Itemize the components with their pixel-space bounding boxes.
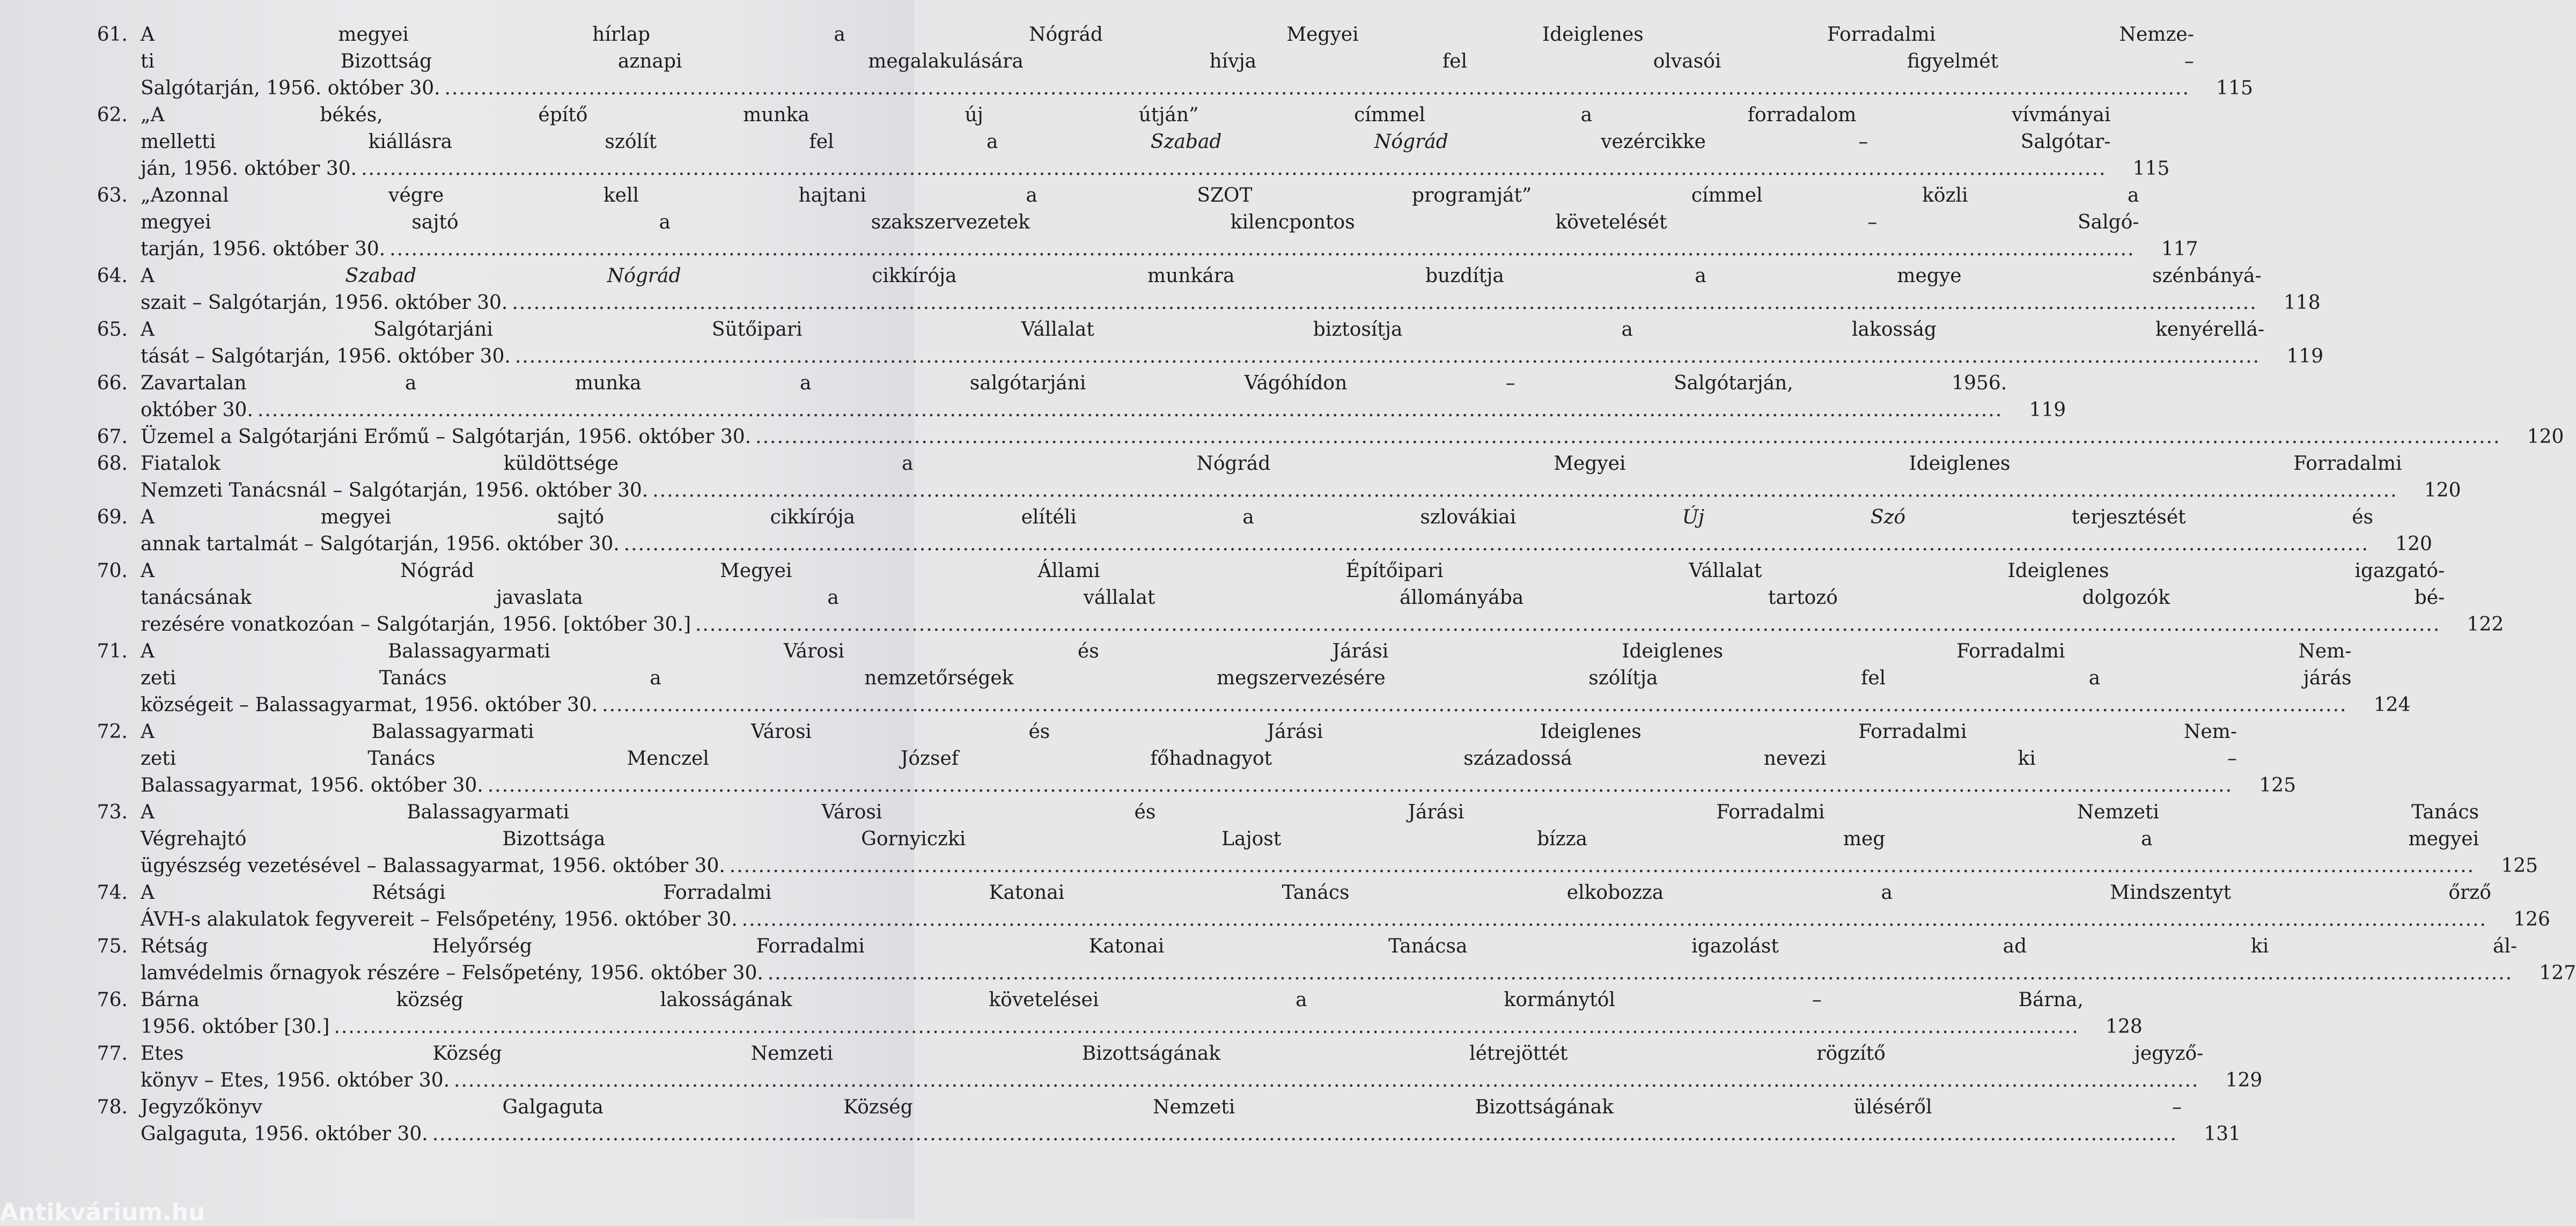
toc-entry <box>75 504 2432 558</box>
entry-number: 71. <box>97 640 128 662</box>
entry-number: 63. <box>97 184 128 206</box>
dot-leader <box>432 1121 2177 1148</box>
dot-leader <box>334 1014 2079 1040</box>
entry-last-line <box>141 1121 2182 1148</box>
entry-last-line <box>141 397 2007 424</box>
entry-title-line: Galgaguta, 1956. október 30. <box>141 1123 428 1145</box>
entry-last-line <box>141 343 2264 370</box>
entry-title <box>141 316 2323 370</box>
dot-leader <box>488 772 2233 799</box>
toc-entry <box>75 316 2324 370</box>
page-number: 129 <box>2225 1069 2263 1091</box>
entry-title-line: könyv – Etes, 1956. október 30. <box>141 1069 450 1091</box>
entry-title-line: Bárna község lakosságának követelései a kormánytól – Bárna, <box>141 989 2084 1011</box>
dot-leader <box>512 290 2257 316</box>
toc-entry <box>75 102 2170 182</box>
toc-entry <box>75 638 2411 719</box>
entry-number: 66. <box>97 372 128 394</box>
entry-last-line <box>141 853 2479 880</box>
entry-title-line: „A békés, építő munka új útján” címmel a forradalom vívmányai <box>141 104 2111 126</box>
dot-leader <box>742 906 2487 933</box>
entry-number: 78. <box>97 1096 128 1118</box>
page-number: 120 <box>2424 479 2461 501</box>
page-number: 125 <box>2259 774 2296 796</box>
entry-title-line: Zavartalan a munka a salgótarjáni Vágóhídon – Salgótarján, 1956. <box>141 372 2007 394</box>
dot-leader <box>515 343 2260 370</box>
entry-title-line: 1956. október [30.] <box>141 1016 330 1038</box>
toc-entry <box>75 987 2143 1040</box>
entry-title-line: zeti Tanács Menczel József főhadnagyot századossá nevezi ki – <box>141 748 2237 770</box>
entry-title-line: ügyészség vezetésével – Balassagyarmat, 1956. október 30. <box>141 855 725 877</box>
entry-title <box>141 21 2253 102</box>
entry-title <box>141 450 2461 504</box>
entry-title-line: A Rétsági Forradalmi Katonai Tanács elkobozza a Mindszentyt őrző <box>141 882 2491 904</box>
entry-title-line: A Salgótarjáni Sütőipari Vállalat biztosítja a lakosság kenyérellá- <box>141 319 2265 341</box>
entry-last-line <box>141 156 2110 182</box>
entry-title-line: zeti Tanács a nemzetőrségek megszervezésére szólítja fel a járás <box>141 667 2352 689</box>
entry-title <box>141 719 2296 799</box>
dot-leader <box>361 156 2106 182</box>
page-number: 131 <box>2204 1123 2241 1145</box>
dot-leader <box>695 611 2440 638</box>
entry-number: 69. <box>97 506 128 528</box>
entry-title-line: október 30. <box>141 399 253 421</box>
page-number: 119 <box>2286 345 2324 367</box>
entry-title-line: A Szabad Nógrád cikkírója munkára buzdítja a megye szénbányá- <box>141 265 2262 287</box>
toc-entry <box>75 719 2296 799</box>
entry-title-line: szait – Salgótarján, 1956. október 30. <box>141 292 508 314</box>
entry-number: 73. <box>97 801 128 823</box>
entry-last-line <box>141 611 2445 638</box>
entry-last-line <box>141 477 2402 504</box>
entry-title <box>141 504 2432 558</box>
entry-title <box>141 1094 2241 1148</box>
entry-last-line <box>141 236 2139 263</box>
entry-number: 64. <box>97 265 128 287</box>
page-number: 127 <box>2539 962 2576 984</box>
entry-title <box>141 638 2410 719</box>
entry-title-line: melletti kiállásra szólít fel a Szabad Nógrád vezércikke – Salgótar- <box>141 131 2111 153</box>
entry-number: 74. <box>97 882 128 904</box>
page-number: 115 <box>2216 77 2253 99</box>
dot-leader <box>652 477 2397 504</box>
page-number: 126 <box>2513 909 2550 930</box>
page-number: 124 <box>2373 694 2411 716</box>
page-number: 115 <box>2132 158 2170 180</box>
entry-title-line: A Balassagyarmati Városi és Járási Ideiglenes Forradalmi Nem- <box>141 721 2237 743</box>
dot-leader <box>445 75 2190 102</box>
entry-title-line: Jegyzőkönyv Galgaguta Község Nemzeti Bizottságának üléséről – <box>141 1096 2182 1118</box>
entry-number: 76. <box>97 989 128 1011</box>
entry-title-line: ti Bizottság aznapi megalakulására hívja fel olvasói figyelmét – <box>141 50 2194 72</box>
entry-title-line: A megyei hírlap a Nógrád Megyei Ideiglenes Forradalmi Nemze- <box>141 24 2194 46</box>
entry-title <box>141 880 2550 933</box>
entry-title-line: Fiatalok küldöttsége a Nógrád Megyei Ideiglenes Forradalmi <box>141 453 2402 475</box>
entry-title <box>141 102 2169 182</box>
entry-title-line: tarján, 1956. október 30. <box>141 238 386 260</box>
dot-leader <box>602 692 2347 719</box>
entry-title <box>141 799 2538 880</box>
toc-entry <box>75 424 2564 450</box>
page-number: 125 <box>2501 855 2538 877</box>
entry-title <box>141 263 2321 316</box>
page-number: 119 <box>2029 399 2066 421</box>
entry-last-line <box>141 424 2505 450</box>
entry-number: 77. <box>97 1043 128 1065</box>
entry-title <box>141 1040 2262 1094</box>
entry-title-line: Üzemel a Salgótarjáni Erőmű – Salgótarján, 1956. október 30. <box>141 426 752 448</box>
toc-entry <box>75 263 2321 316</box>
toc-entry <box>75 880 2550 933</box>
entry-title <box>141 933 2576 987</box>
toc-entry <box>75 450 2461 504</box>
entry-title-line: A Balassagyarmati Városi és Járási Forradalmi Nemzeti Tanács <box>141 801 2479 823</box>
dot-leader <box>730 853 2475 880</box>
entry-title <box>141 424 2564 450</box>
toc-entry <box>75 182 2198 263</box>
entry-title-line: A Balassagyarmati Városi és Járási Ideiglenes Forradalmi Nem- <box>141 640 2352 662</box>
toc-entry <box>75 1094 2241 1148</box>
entry-title-line: tanácsának javaslata a vállalat állományába tartozó dolgozók bé- <box>141 587 2445 609</box>
entry-title-line: rezésére vonatkozóan – Salgótarján, 1956. [október 30.] <box>141 614 691 636</box>
entry-title-line: „Azonnal végre kell hajtani a SZOT programját” címmel közli a <box>141 184 2139 206</box>
entry-title-line: lamvédelmis őrnagyok részére – Felsőpetény, 1956. október 30. <box>141 962 763 984</box>
dot-leader <box>389 236 2135 263</box>
entry-title <box>141 370 2066 424</box>
entry-title <box>141 987 2143 1040</box>
entry-title-line: A megyei sajtó cikkírója elítéli a szlovákiai Új Szó terjesztését és <box>141 506 2373 528</box>
page-number: 128 <box>2106 1016 2143 1038</box>
entry-number: 67. <box>97 426 128 448</box>
toc-entry <box>75 799 2538 880</box>
entry-title-line: Végrehajtó Bizottsága Gornyiczki Lajost bízza meg a megyei <box>141 828 2479 850</box>
entry-last-line <box>141 906 2491 933</box>
entry-last-line <box>141 772 2237 799</box>
entry-number: 72. <box>97 721 128 743</box>
page-number: 122 <box>2467 614 2504 636</box>
entry-title-line: Rétság Helyőrség Forradalmi Katonai Tanácsa igazolást ad ki ál- <box>141 935 2518 957</box>
entry-number: 65. <box>97 319 128 341</box>
entry-last-line <box>141 960 2517 987</box>
entry-last-line <box>141 1014 2084 1040</box>
entry-title-line: Salgótarján, 1956. október 30. <box>141 77 440 99</box>
entry-title-line: tását – Salgótarján, 1956. október 30. <box>141 345 511 367</box>
page-number: 120 <box>2527 426 2564 448</box>
toc-entry <box>75 1040 2263 1094</box>
entry-title-line: megyei sajtó a szakszervezetek kilencpontos követelését – Salgó- <box>141 211 2139 233</box>
entry-title <box>141 558 2504 638</box>
entry-last-line <box>141 531 2373 558</box>
dot-leader <box>257 397 2003 424</box>
entry-title-line: ÁVH-s alakulatok fegyvereit – Felsőpetény, 1956. október 30. <box>141 909 738 930</box>
entry-title-line: Balassagyarmat, 1956. október 30. <box>141 774 483 796</box>
entry-last-line <box>141 1067 2203 1094</box>
entry-title-line: ján, 1956. október 30. <box>141 158 357 180</box>
toc-entry <box>75 370 2066 424</box>
page-number: 120 <box>2395 533 2432 555</box>
table-of-contents <box>75 21 2576 1148</box>
page-number: 118 <box>2283 292 2321 314</box>
entry-title-line: Etes Község Nemzeti Bizottságának létrejöttét rögzítő jegyző- <box>141 1043 2204 1065</box>
entry-number: 75. <box>97 935 128 957</box>
toc-entry <box>75 21 2253 102</box>
entry-title-line: annak tartalmát – Salgótarján, 1956. október 30. <box>141 533 620 555</box>
entry-last-line <box>141 692 2351 719</box>
toc-entry <box>75 558 2504 638</box>
page-number: 117 <box>2161 238 2198 260</box>
dot-leader <box>768 960 2513 987</box>
dot-leader <box>755 424 2500 450</box>
dot-leader <box>454 1067 2199 1094</box>
entry-number: 61. <box>97 24 128 46</box>
entry-number: 62. <box>97 104 128 126</box>
dot-leader <box>624 531 2369 558</box>
entry-title <box>141 182 2198 263</box>
entry-title-line: községeit – Balassagyarmat, 1956. október 30. <box>141 694 598 716</box>
watermark: Antikvárium.hu <box>0 1199 205 1226</box>
entry-number: 70. <box>97 560 128 582</box>
entry-title-line: Nemzeti Tanácsnál – Salgótarján, 1956. október 30. <box>141 479 649 501</box>
entry-title-line: A Nógrád Megyei Állami Építőipari Vállalat Ideiglenes igazgató- <box>141 560 2445 582</box>
entry-last-line <box>141 75 2194 102</box>
entry-last-line <box>141 290 2262 316</box>
entry-number: 68. <box>97 453 128 475</box>
toc-entry <box>75 933 2576 987</box>
